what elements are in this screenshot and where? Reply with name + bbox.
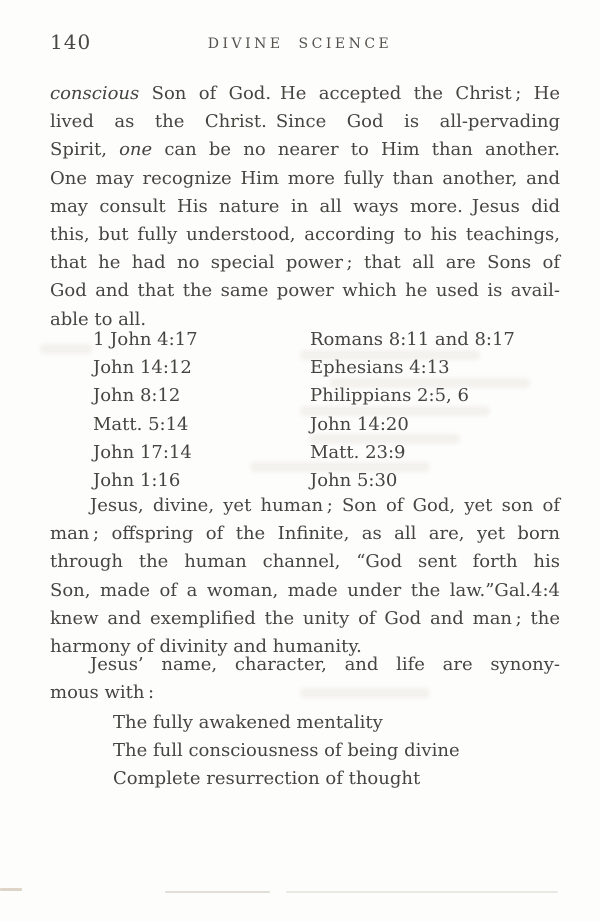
scripture-ref: John 8:12 [93, 385, 181, 407]
scan-artifact-line [0, 888, 22, 891]
scripture-ref: Ephesians 4:13 [310, 357, 450, 379]
text-line: this, but fully understood, according to his teachings, [50, 223, 560, 245]
bleed-through-artifact [300, 688, 430, 698]
scripture-ref: Matt. 23:9 [310, 441, 406, 463]
text-line: knew and exemplified the unity of God and man ; the [50, 607, 560, 629]
scripture-ref: John 5:30 [310, 469, 398, 491]
page-number: 140 [50, 30, 92, 54]
text-line: harmony of divinity and humanity. [50, 635, 362, 657]
text-line: Son, made of a woman, made under the law.”Gal.4:4 [50, 579, 560, 601]
bleed-through-artifact [40, 344, 92, 354]
text-line: mous with : [50, 682, 155, 704]
bleed-through-artifact [300, 406, 490, 416]
text-line: Jesus’ name, character, and life are synony- [90, 654, 560, 675]
text-line: Spirit, one can be no nearer to Him than another. [50, 139, 560, 161]
scripture-ref: John 17:14 [93, 441, 192, 463]
scripture-ref: John 14:20 [310, 413, 409, 435]
text-line: that he had no special power ; that all are Sons of [50, 252, 560, 274]
scan-artifact-line [165, 891, 270, 893]
scan-artifact-line [286, 891, 558, 893]
scripture-ref: Matt. 5:14 [93, 413, 189, 435]
synonym-list [113, 709, 553, 794]
synonym-item: Complete resurrection of thought [113, 768, 421, 790]
paragraph-jesus-name [50, 651, 560, 707]
paragraph-conscious-son [50, 80, 560, 334]
text-line: able to all. [50, 308, 147, 330]
scripture-ref: Romans 8:11 and 8:17 [310, 329, 515, 350]
bleed-through-artifact [310, 434, 460, 444]
running-title: DIVINE SCIENCE [207, 36, 393, 52]
synonym-item: The full consciousness of being divine [113, 740, 460, 762]
paragraph-jesus-divine [50, 492, 560, 661]
text-line: may consult His nature in all ways more. Jesus did [50, 195, 560, 217]
synonym-item: The fully awakened mentality [113, 712, 383, 733]
scripture-ref: John 14:12 [93, 357, 192, 379]
scripture-ref: Philippians 2:5, 6 [310, 385, 469, 407]
bleed-through-artifact [250, 462, 430, 472]
text-line: conscious Son of God. He accepted the Christ ; He [50, 83, 560, 104]
scripture-ref: John 1:16 [93, 469, 181, 491]
text-line: lived as the Christ. Since God is all-pervading [50, 111, 560, 133]
bleed-through-artifact [330, 378, 530, 388]
text-line: man ; offspring of the Infinite, as all are, yet born [50, 523, 560, 545]
scripture-ref: 1 John 4:17 [93, 329, 198, 350]
bleed-through-artifact [300, 350, 480, 360]
text-line: Jesus, divine, yet human ; Son of God, yet son of [90, 495, 560, 516]
text-line: God and that the same power which he used is avail- [50, 280, 560, 302]
page-header [0, 28, 600, 54]
text-line: One may recognize Him more fully than another, and [50, 167, 560, 189]
text-line: through the human channel, “God sent forth his [50, 551, 560, 573]
